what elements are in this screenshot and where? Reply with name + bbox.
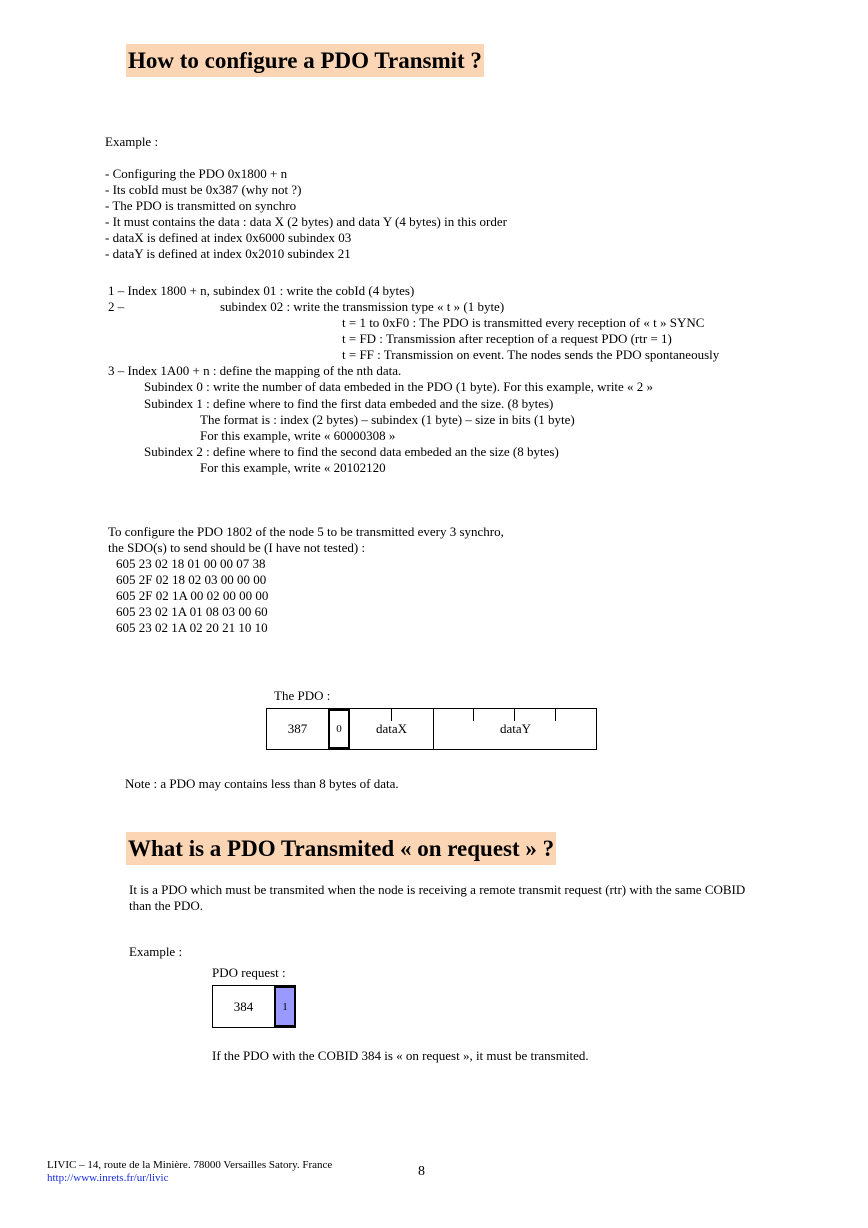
byte-tick	[555, 709, 556, 721]
example-value-2: For this example, write « 20102120	[200, 460, 386, 475]
example-value-1: For this example, write « 60000308 »	[200, 428, 396, 443]
paragraph-line: It is a PDO which must be transmited when the node is receiving a remote transmit request (rtr) with the same COBID	[129, 882, 746, 897]
sdo-intro-line: To configure the PDO 1802 of the node 5 to be transmitted every 3 synchro,	[108, 524, 504, 539]
step-1: 1 – Index 1800 + n, subindex 01 : write the cobId (4 bytes)	[108, 283, 415, 298]
pdo-rtr-cell: 0	[328, 709, 350, 749]
format-description: The format is : index (2 bytes) – subindex (1 byte) – size in bits (1 byte)	[200, 412, 575, 427]
sdo-line: 605 23 02 1A 01 08 03 00 60	[116, 604, 268, 619]
request-cobid-cell: 384	[233, 998, 254, 1014]
sdo-line: 605 23 02 1A 02 20 21 10 10	[116, 620, 268, 635]
pdo-cobid-cell: 387	[287, 721, 308, 736]
list-item: - It must contains the data : data X (2 bytes) and data Y (4 bytes) in this order	[105, 214, 507, 229]
request-frame-diagram	[212, 985, 296, 1028]
heading-pdo-on-request: What is a PDO Transmited « on request » ?	[126, 832, 556, 865]
request-diagram-label: PDO request :	[212, 965, 286, 980]
list-item: - dataY is defined at index 0x2010 subindex 21	[105, 246, 351, 261]
footer-address: LIVIC – 14, route de la Minière. 78000 Versailles Satory. France	[47, 1159, 333, 1171]
heading-configure-pdo: How to configure a PDO Transmit ?	[126, 44, 484, 77]
transmission-type-1: t = 1 to 0xF0 : The PDO is transmitted every reception of « t » SYNC	[342, 315, 705, 330]
footer-link[interactable]: http://www.inrets.fr/ur/livic	[47, 1172, 169, 1184]
transmission-type-ff: t = FF : Transmission on event. The nodes sends the PDO spontaneously	[342, 347, 720, 362]
step-2-text: subindex 02 : write the transmission type « t » (1 byte)	[220, 299, 505, 314]
subindex-1: Subindex 1 : define where to find the first data embeded and the size. (8 bytes)	[144, 396, 554, 411]
list-item: - Its cobId must be 0x387 (why not ?)	[105, 182, 302, 197]
sdo-line: 605 2F 02 18 02 03 00 00 00	[116, 572, 267, 587]
sdo-intro-line: the SDO(s) to send should be (I have not tested) :	[108, 540, 366, 555]
on-request-paragraph	[129, 882, 745, 914]
sdo-list	[116, 556, 268, 636]
byte-tick	[473, 709, 474, 721]
example2-label: Example :	[129, 944, 183, 959]
list-item: - The PDO is transmitted on synchro	[105, 198, 297, 213]
example-label: Example :	[105, 134, 159, 149]
step-3: 3 – Index 1A00 + n : define the mapping of the nth data.	[108, 363, 402, 378]
byte-tick	[391, 709, 392, 721]
pdo-note: Note : a PDO may contains less than 8 bytes of data.	[125, 776, 399, 791]
sdo-intro	[108, 524, 504, 556]
transmission-type-fd: t = FD : Transmission after reception of a request PDO (rtr = 1)	[342, 331, 672, 346]
pdo-datax-cell: dataX	[375, 721, 408, 736]
list-item: - dataX is defined at index 0x6000 subindex 03	[105, 230, 352, 245]
request-note: If the PDO with the COBID 384 is « on request », it must be transmited.	[212, 1048, 589, 1063]
request-rtr-cell: 1	[274, 986, 296, 1027]
pdo-datay-cell: dataY	[499, 721, 532, 736]
subindex-2: Subindex 2 : define where to find the second data embeded an the size (8 bytes)	[144, 444, 559, 459]
byte-tick	[514, 709, 515, 721]
sdo-line: 605 23 02 18 01 00 00 07 38	[116, 556, 266, 571]
subindex-0: Subindex 0 : write the number of data embeded in the PDO (1 byte). For this example, write « 2 »	[144, 379, 654, 394]
sdo-line: 605 2F 02 1A 00 02 00 00 00	[116, 588, 269, 603]
page-number: 8	[418, 1164, 425, 1179]
paragraph-line: than the PDO.	[129, 898, 204, 913]
pdo-frame-diagram	[266, 708, 597, 750]
example-list	[105, 166, 507, 262]
step-2-number: 2 –	[108, 299, 125, 314]
pdo-diagram-label: The PDO :	[274, 688, 331, 703]
list-item: - Configuring the PDO 0x1800 + n	[105, 166, 288, 181]
